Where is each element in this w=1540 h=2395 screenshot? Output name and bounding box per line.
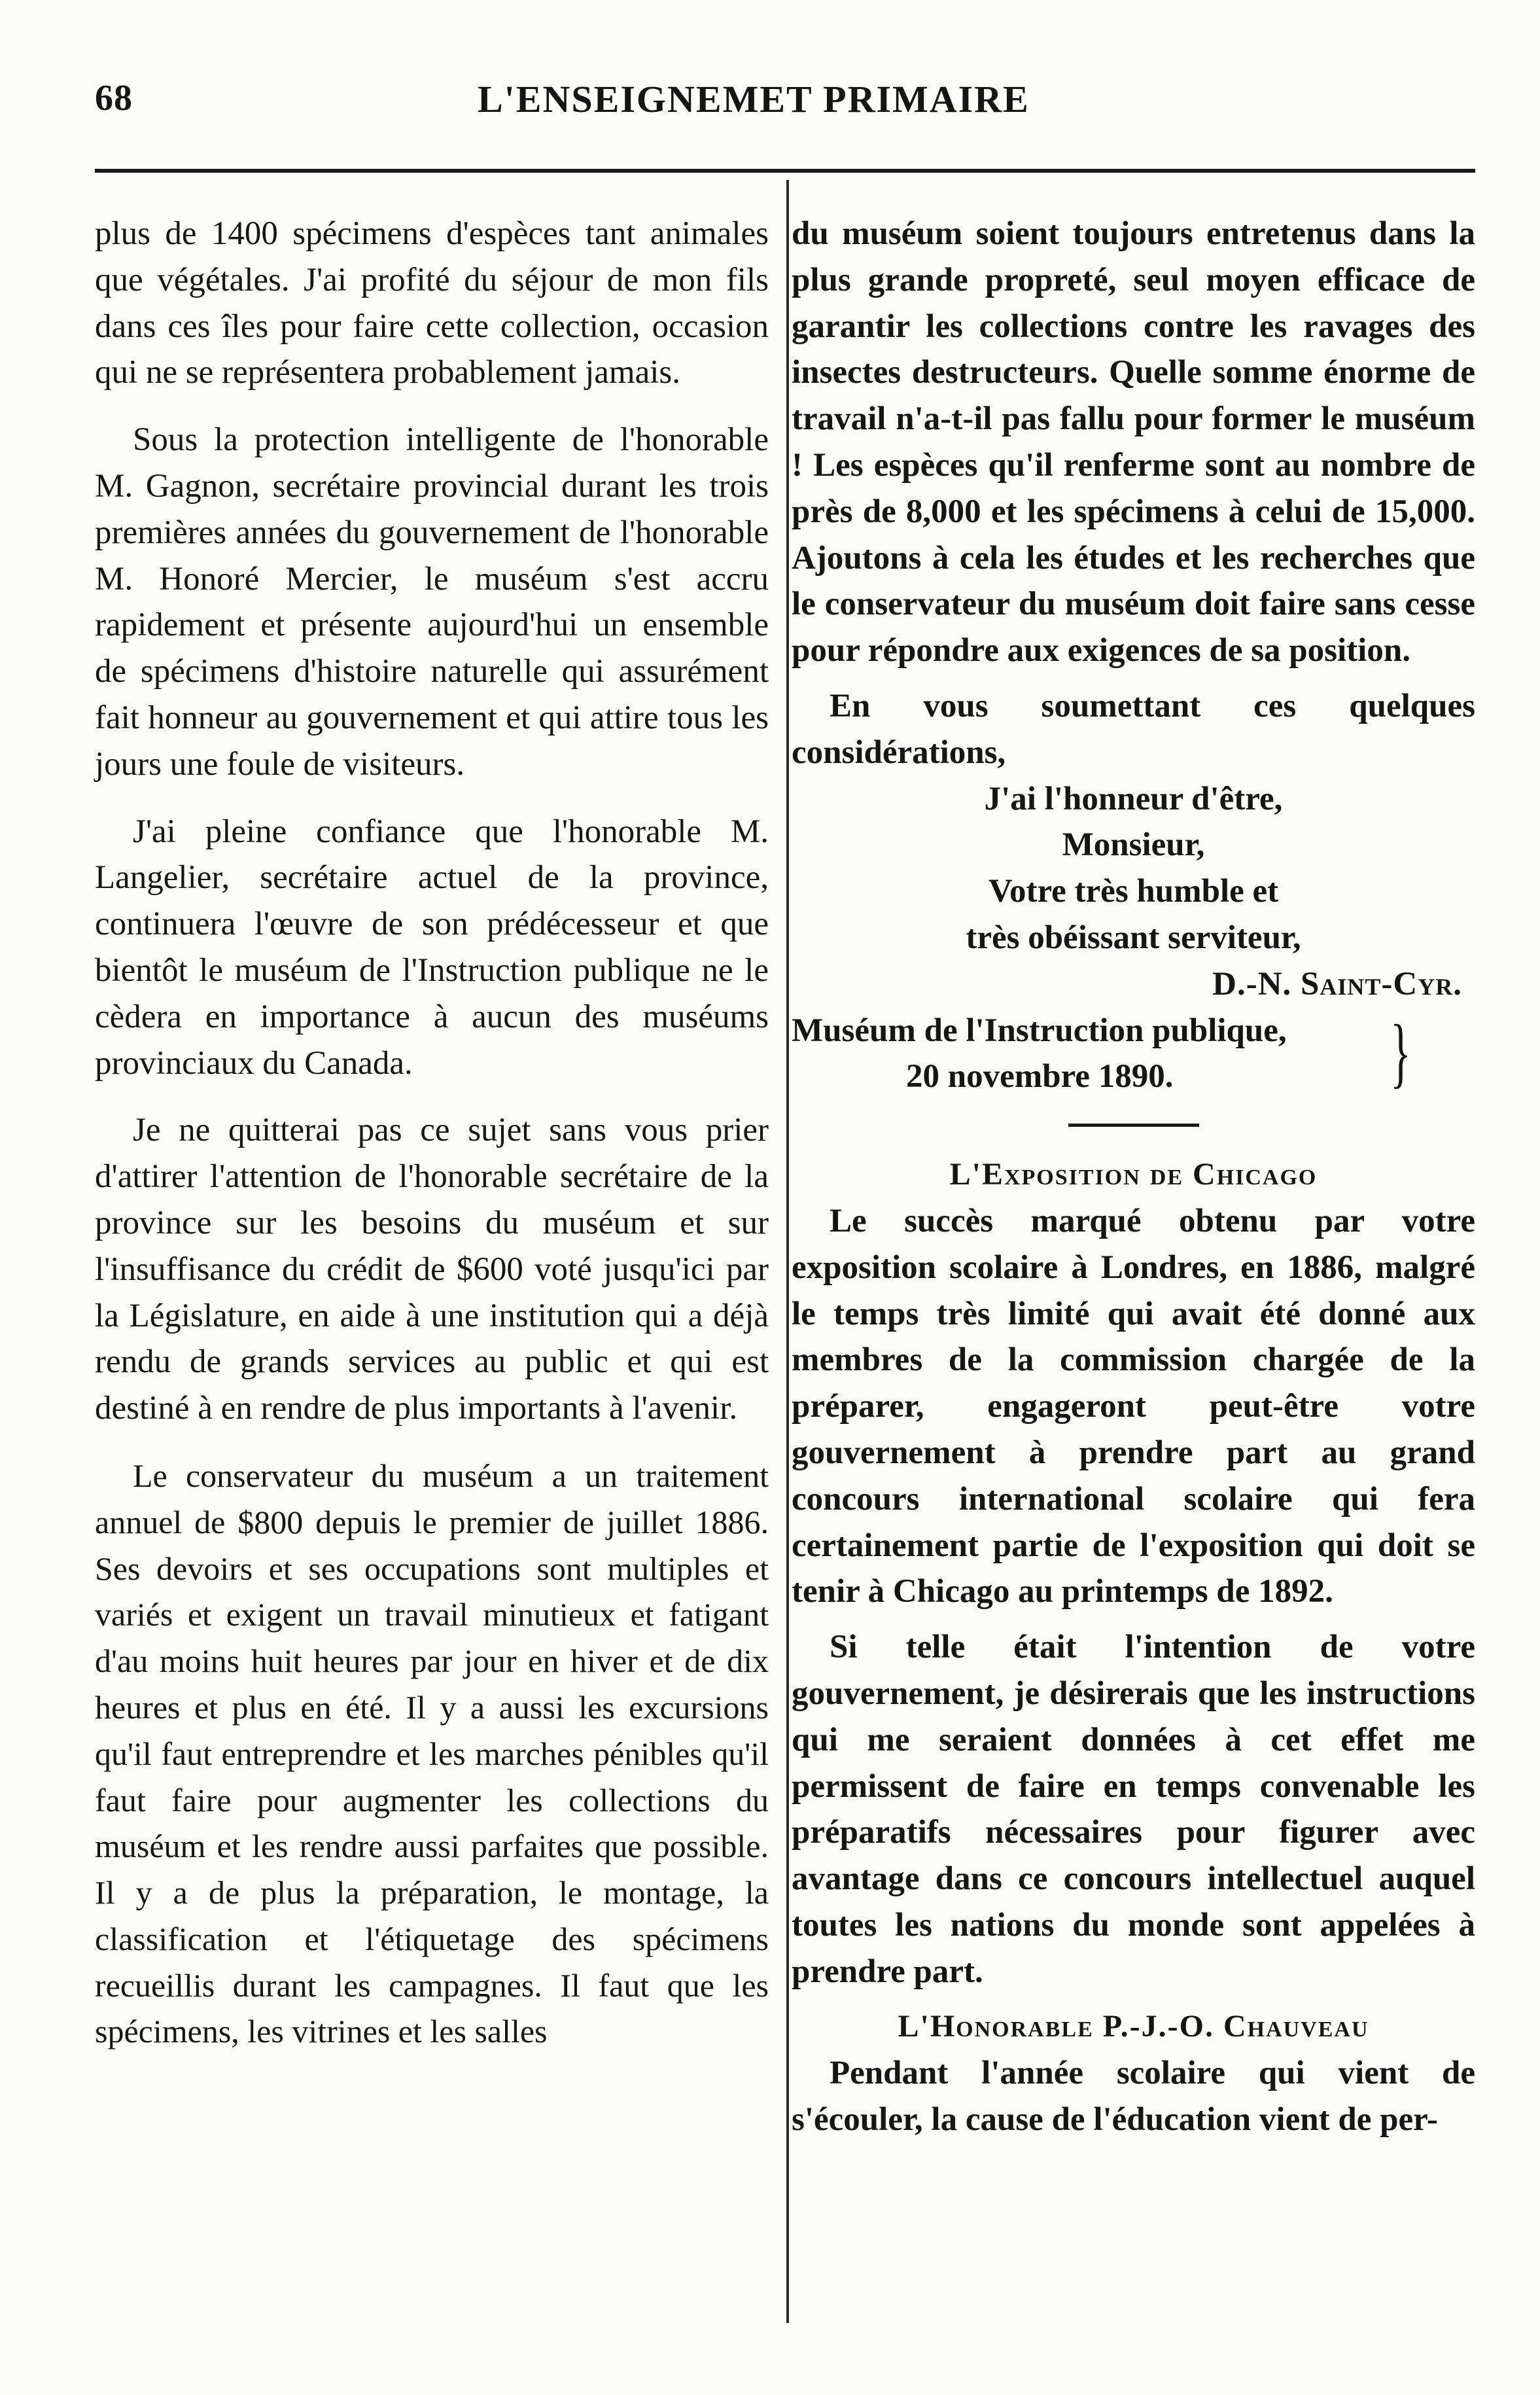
paragraph: Sous la protection intelligente de l'honorable M. Gagnon, secrétaire provincial durant les trois premières années du gouvernement de l'honorable M. Honoré Mercier, le muséum s'est accru rapidement et présente aujourd'hui un ensemble de spécimens d'histoire naturelle qui assurément fait honneur au gouvernement et qui attire tous les jours une foule de visiteurs.: [95, 421, 769, 783]
paragraph: plus de 1400 spécimens d'espèces tant animales que végétales. J'ai profité du séjour de mon fils dans ces îles pour faire cette collection, occasion qui ne se représentera probablement jamais.: [95, 215, 769, 391]
header-rule: [95, 169, 1475, 173]
left-column: [95, 211, 769, 2055]
paragraph: J'ai pleine confiance que l'honorable M. Langelier, secrétaire actuel de la province, continuera l'œuvre de son prédécesseur et que bientôt le muséum de l'Instruction publique ne le cèdera en importance à aucun des muséums provinciaux du Canada.: [95, 813, 769, 1082]
paragraph: Je ne quitterai pas ce sujet sans vous prier d'attirer l'attention de l'honorable secrétaire de la province sur les besoins du muséum et sur l'insuffisance du crédit de $600 voté jusqu'ici par la Législature, en aide à une institution qui a déjà rendu de grands services au public et qui est destiné à en rendre de plus importants à l'avenir.: [95, 1112, 769, 1427]
paragraph: Le succès marqué obtenu par votre exposition scolaire à Londres, en 1886, malgré le temps très limité qui avait été donné aux membres de la commission chargée de la préparer, engageront peut-être votre gouvernement à prendre part au grand concours international scolaire qui fera certainement partie de l'exposition qui doit se tenir à Chicago au printemps de 1892.: [792, 1202, 1475, 1610]
signoff-line: très obéissant serviteur,: [966, 919, 1301, 956]
column-divider: [786, 180, 789, 2323]
page-header: [95, 77, 1475, 130]
right-column: [792, 211, 1475, 2143]
letter-signoff: [792, 776, 1475, 961]
running-title: L'ENSEIGNEMET PRIMAIRE: [478, 78, 1030, 120]
date-line: 20 novembre 1890.: [906, 1058, 1174, 1095]
place-line: Muséum de l'Instruction publique,: [792, 1012, 1287, 1049]
paragraph: Le conservateur du muséum a un traitement annuel de $800 depuis le premier de juillet 1886. Ses devoirs et ses occupations sont multiples et variés et exigent un travail minutieux et fatigant d'au moins huit heures par jour en hiver et de dix heures et plus en été. Il y a aussi les excursions qu'il faut entreprendre et les marches pénibles qu'il faut faire pour augmenter les collections du muséum et les rendre aussi parfaites que possible. Il y a de plus la préparation, le montage, la classification et l'étiquetage des spécimens recueillis durant les campagnes. Il faut que les spécimens, les vitrines et les salles: [95, 1457, 769, 2050]
signoff-line: Monsieur,: [1062, 826, 1205, 864]
signoff-line: J'ai l'honneur d'être,: [984, 780, 1283, 817]
signoff-line: Votre très humble et: [988, 873, 1279, 910]
paragraph: du muséum soient toujours entretenus dans la plus grande propreté, seul moyen efficace de garantir les collections contre les ravages des insectes destructeurs. Quelle somme énorme de travail n'a-t-il pas fallu pour former le muséum ! Les espèces qu'il renferme sont au nombre de près de 8,000 et les spécimens à celui de 15,000. Ajoutons à cela les études et les recherches que le conservateur du muséum doit faire sans cesse pour répondre aux exigences de sa position.: [792, 215, 1475, 669]
section-heading: L'Exposition de Chicago: [949, 1157, 1318, 1192]
signature: D.-N. Saint-Cyr.: [1212, 965, 1462, 1002]
section-rule: [1068, 1124, 1199, 1127]
section-heading: L'Honorable P.-J.-O. Chauveau: [898, 2009, 1369, 2044]
paragraph: Si telle était l'intention de votre gouvernement, je désirerais que les instructions qui me seraient données à cet effet me permissent de faire en temps convenable les préparatifs nécessaires pour figurer avec avantage dans ce concours intellectuel auquel toutes les nations du monde sont appelées à prendre part.: [792, 1629, 1475, 1990]
page-number: 68: [95, 78, 133, 118]
paragraph: Pendant l'année scolaire qui vient de s'écouler, la cause de l'éducation vient de per-: [792, 2055, 1475, 2138]
brace-glyph: }: [1390, 1008, 1412, 1095]
closing-paragraph: En vous soumettant ces quelques considérations,: [792, 687, 1475, 771]
place-date-block: [792, 1008, 1475, 1101]
